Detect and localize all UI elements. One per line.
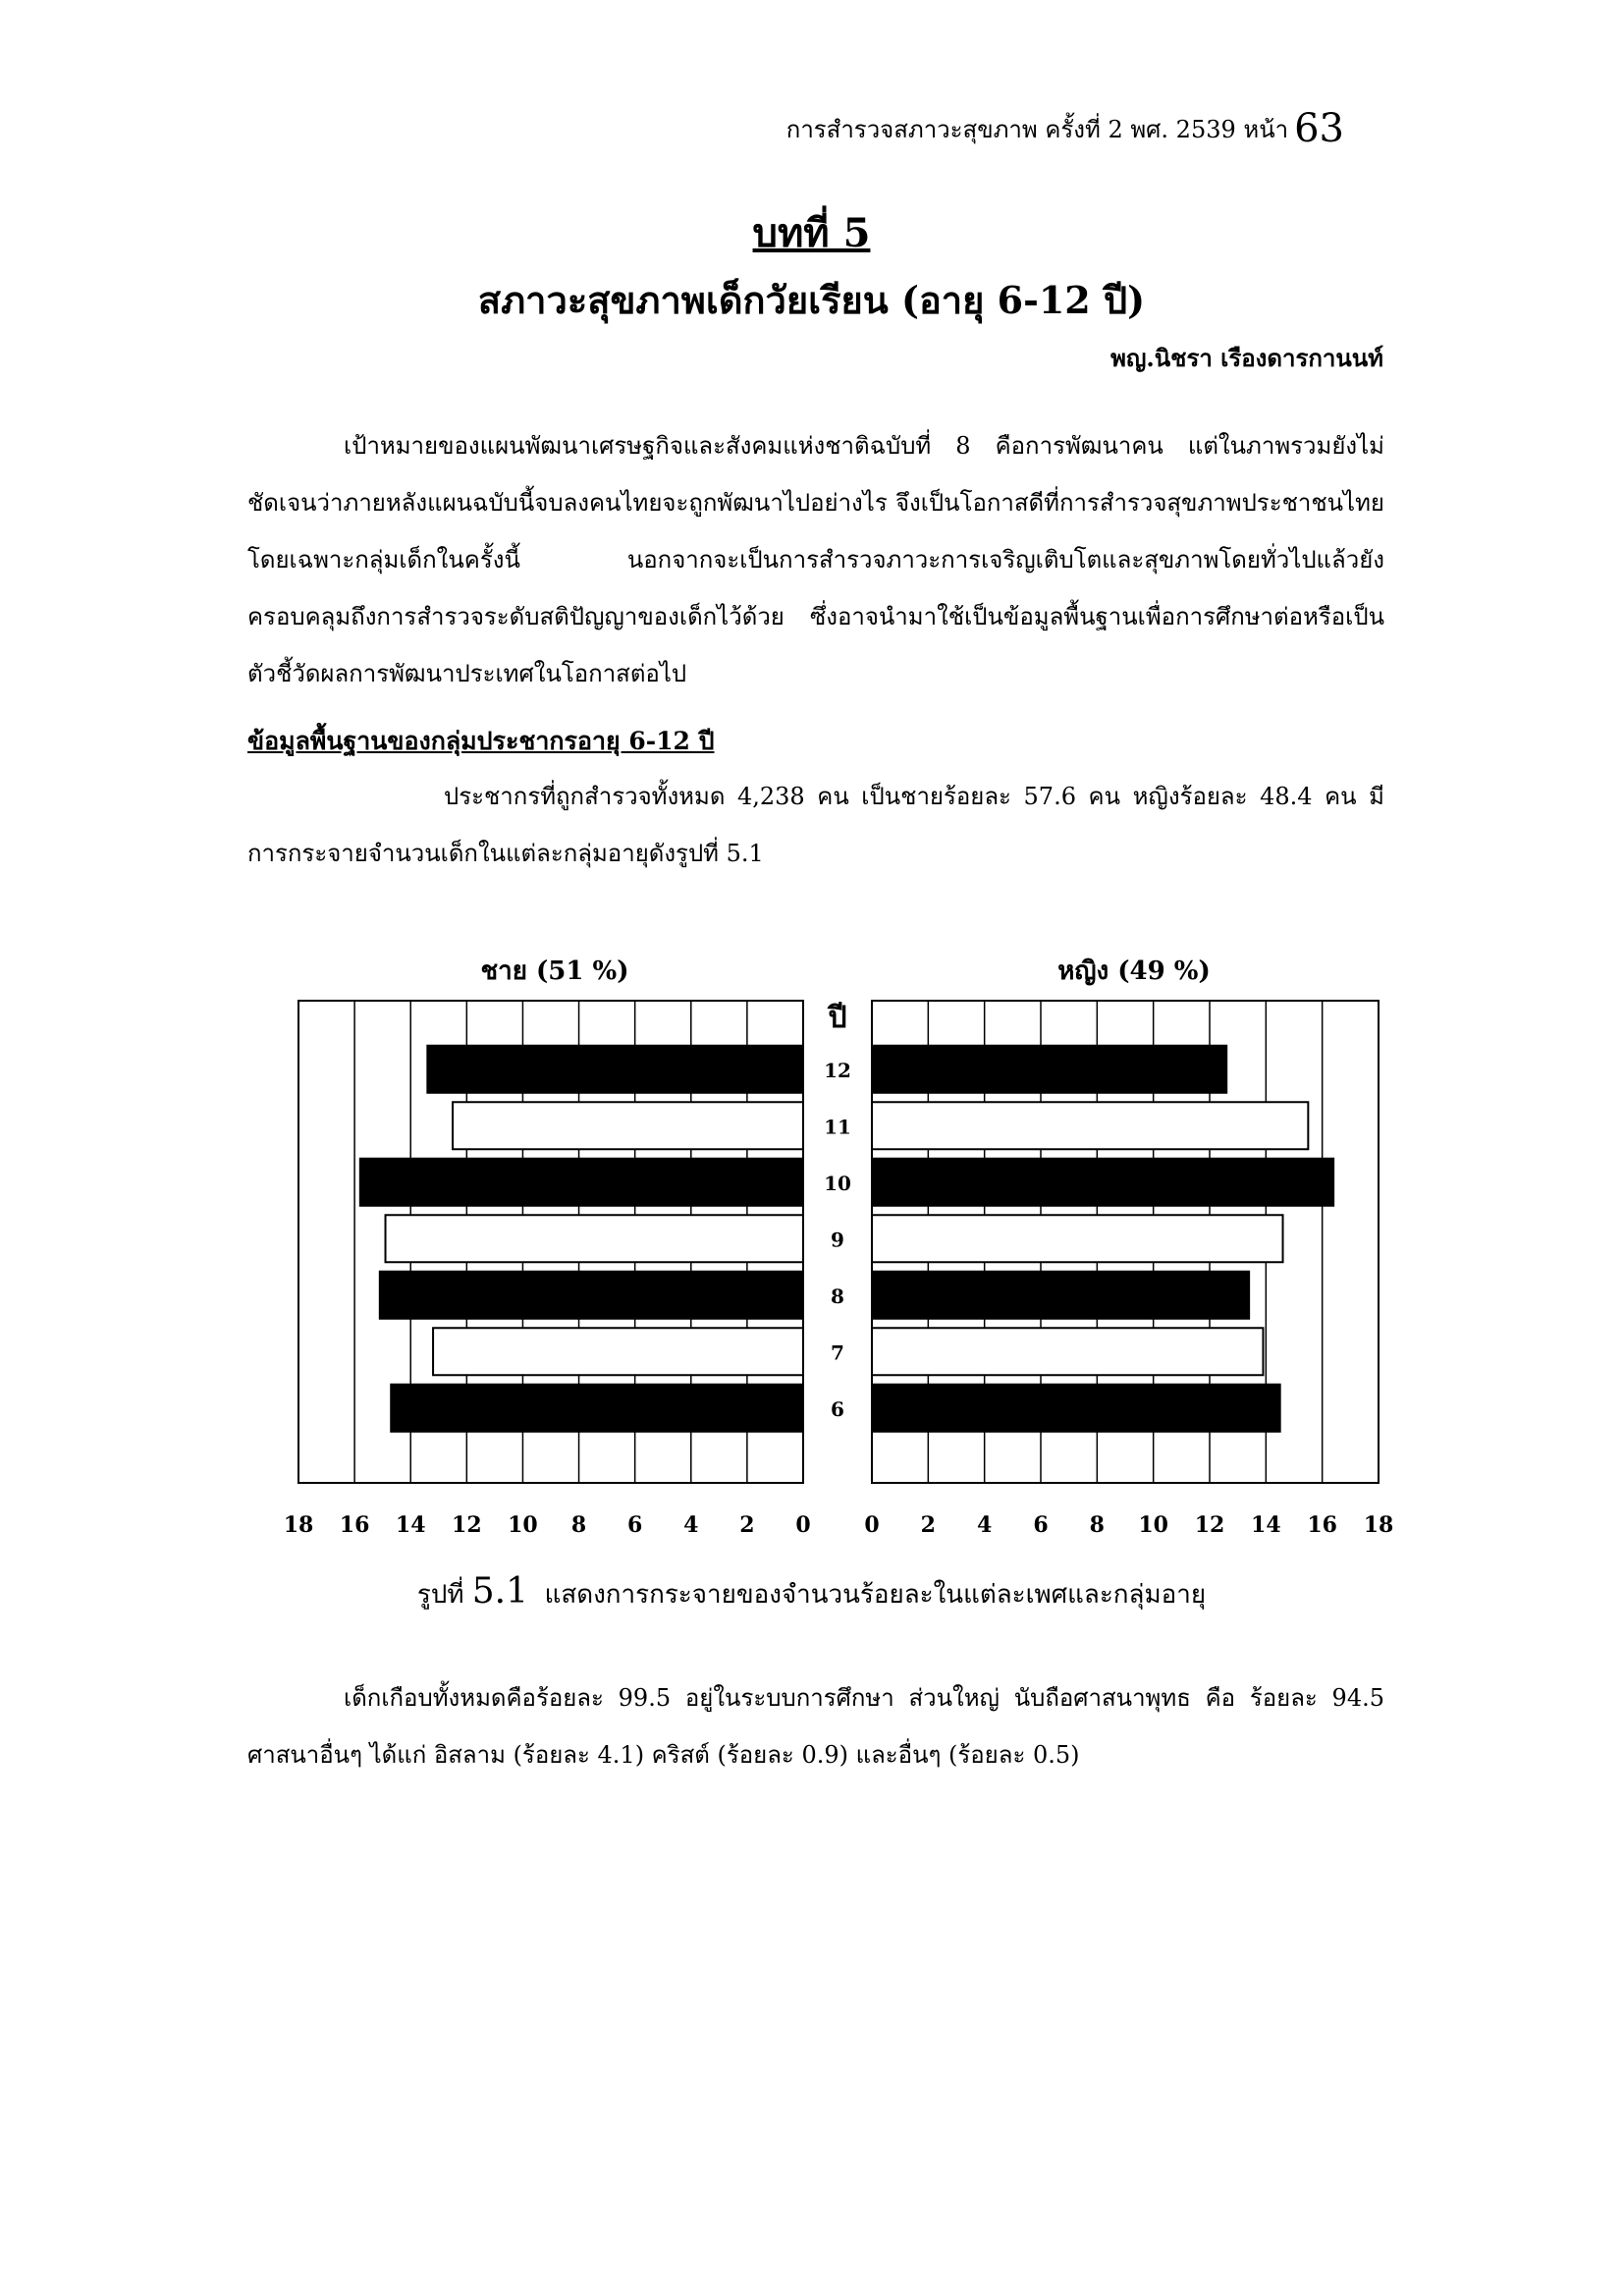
intro-paragraph: เป้าหมายของแผนพัฒนาเศรษฐกิจและสังคมแห่งชาติฉบับที่ 8 คือการพัฒนาคน แต่ในภาพรวมยังไม่ชัดเจนว่าภายหลังแผนฉบับนี้จบลงคนไทยจะถูกพัฒนาไปอย่างไร จึงเป็นโอกาสดีที่การสำรวจสุขภาพประชาชนไทยโดยเฉพาะกลุ่มเด็กในครั้งนี้ นอกจากจะเป็นการสำรวจภาวะการเจริญเติบโตและสุขภาพโดยทั่วไปแล้วยังครอบคลุมถึงการสำรวจระดับสติปัญญาของเด็กไว้ด้วย ซึ่งอาจนำมาใช้เป็นข้อมูลพื้นฐานเพื่อการศึกษาต่อหรือเป็นตัวชี้วัดผลการพัฒนาประเทศในโอกาสต่อไป (247, 432, 1384, 687)
female-bar-age-9 (872, 1215, 1283, 1262)
female-bar-age-10 (872, 1159, 1333, 1206)
female-series-title: หญิง (49 %) (1057, 957, 1211, 986)
age-label-10: 10 (824, 1171, 851, 1195)
male-bar-age-10 (360, 1159, 803, 1206)
age-label-11: 11 (824, 1115, 851, 1139)
female-tick-label: 4 (977, 1512, 993, 1538)
age-label-12: 12 (824, 1058, 851, 1082)
male-tick-label: 12 (452, 1512, 482, 1538)
female-tick-label: 10 (1138, 1512, 1168, 1538)
female-bar-age-7 (872, 1328, 1263, 1375)
age-label-8: 8 (831, 1284, 844, 1308)
age-label-6: 6 (831, 1396, 844, 1421)
chapter-label: บทที่ 5 (752, 210, 871, 256)
chart-bars (360, 1046, 1333, 1432)
female-bar-age-6 (872, 1385, 1280, 1432)
page-number: 63 (1294, 106, 1344, 151)
chapter-title: สภาวะสุขภาพเด็กวัยเรียน (อายุ 6-12 ปี) (477, 278, 1146, 322)
age-label-9: 9 (831, 1228, 844, 1252)
caption-text: แสดงการกระจายของจำนวนร้อยละในแต่ละเพศและกลุ่มอายุ (544, 1580, 1207, 1610)
female-tick-label: 16 (1307, 1512, 1337, 1538)
female-tick-label: 12 (1194, 1512, 1225, 1538)
male-tick-label: 2 (739, 1512, 755, 1538)
male-tick-label: 10 (508, 1512, 538, 1538)
female-bar-age-12 (872, 1046, 1226, 1093)
female-tick-label: 18 (1363, 1512, 1394, 1538)
male-tick-label: 18 (283, 1512, 314, 1538)
running-title: การสำรวจสภาวะสุขภาพ ครั้งที่ 2 พศ. 2539 หน้า (785, 116, 1289, 143)
closing-paragraph: เด็กเกือบทั้งหมดคือร้อยละ 99.5 อยู่ในระบบการศึกษา ส่วนใหญ่ นับถือศาสนาพุทธ คือ ร้อยละ 94.5 ศาสนาอื่นๆ ได้แก่ อิสลาม (ร้อยละ 4.1) คริสต์ (ร้อยละ 0.9) และอื่นๆ (ร้อยละ 0.5) (247, 1684, 1384, 1769)
section-paragraph: ประชากรที่ถูกสำรวจทั้งหมด 4,238 คน เป็นชายร้อยละ 57.6 คน หญิงร้อยละ 48.4 คน มีการกระจายจำนวนเด็กในแต่ละกลุ่มอายุดังรูปที่ 5.1 (247, 783, 1384, 867)
male-tick-label: 8 (570, 1512, 587, 1538)
female-bar-age-11 (872, 1102, 1308, 1149)
female-axis-ticks (864, 1512, 1393, 1538)
female-tick-label: 2 (920, 1512, 936, 1538)
male-bar-age-8 (380, 1272, 803, 1319)
caption-prefix: รูปที่ (416, 1580, 464, 1610)
male-tick-label: 4 (683, 1512, 699, 1538)
caption-number: 5.1 (471, 1571, 529, 1612)
age-labels (824, 1059, 851, 1421)
male-bar-age-6 (391, 1385, 803, 1432)
male-bar-age-11 (453, 1102, 803, 1149)
male-tick-label: 0 (795, 1512, 811, 1538)
age-axis-label: ปี (828, 1001, 847, 1035)
male-bar-age-7 (433, 1328, 803, 1375)
female-tick-label: 0 (864, 1512, 880, 1538)
section-heading: ข้อมูลพื้นฐานของกลุ่มประชากรอายุ 6-12 ปี (247, 727, 715, 755)
female-tick-label: 6 (1033, 1512, 1049, 1538)
male-tick-label: 14 (395, 1512, 426, 1538)
chapter-author: พญ.นิชรา เรืองดารกานนท์ (1110, 344, 1383, 372)
male-bar-age-12 (427, 1046, 803, 1093)
male-tick-label: 6 (627, 1512, 643, 1538)
male-bar-age-9 (386, 1215, 803, 1262)
male-axis-ticks (284, 1512, 811, 1538)
age-label-7: 7 (831, 1340, 844, 1365)
female-tick-label: 14 (1251, 1512, 1281, 1538)
female-bar-age-8 (872, 1272, 1249, 1319)
male-tick-label: 16 (339, 1512, 370, 1538)
male-series-title: ชาย (51 %) (480, 957, 629, 986)
female-tick-label: 8 (1089, 1512, 1105, 1538)
figure-caption (0, 1571, 1623, 1614)
